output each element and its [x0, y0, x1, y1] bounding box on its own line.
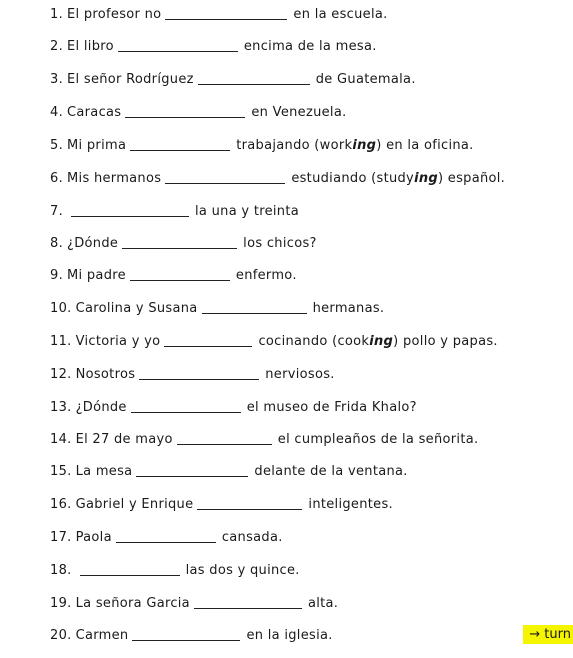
- item-prompt-before: El 27 de mayo: [75, 432, 173, 447]
- exercise-item: [50, 428, 478, 448]
- item-prompt-after: los chicos?: [243, 236, 317, 251]
- arrow-right-icon: →: [529, 627, 541, 642]
- item-prompt-before: Caracas: [67, 105, 122, 120]
- item-number: 18.: [50, 563, 72, 578]
- exercise-item: [50, 167, 505, 187]
- exercise-item: [50, 460, 408, 480]
- exercise-item: [50, 526, 283, 546]
- item-prompt-before: La señora Garcia: [75, 596, 190, 611]
- item-prompt-after: de Guatemala.: [315, 72, 416, 87]
- answer-blank[interactable]: [197, 508, 302, 510]
- item-prompt-before: Victoria y yo: [75, 334, 161, 349]
- exercise-item: [50, 559, 300, 579]
- answer-blank[interactable]: [80, 574, 180, 576]
- exercise-item: [50, 232, 317, 252]
- item-prompt-after: cansada.: [221, 530, 283, 545]
- answer-blank[interactable]: [125, 116, 245, 118]
- item-prompt-after: la una y treinta: [195, 204, 299, 219]
- answer-blank[interactable]: [130, 149, 230, 151]
- item-prompt-after: el museo de Frida Khalo?: [246, 400, 417, 415]
- answer-blank[interactable]: [130, 279, 230, 281]
- item-prompt-before: Mi prima: [67, 138, 127, 153]
- answer-blank[interactable]: [165, 182, 285, 184]
- item-prompt-after: las dos y quince.: [185, 563, 300, 578]
- item-number: 13.: [50, 400, 72, 415]
- exercise-item: [50, 3, 388, 23]
- item-number: 10.: [50, 301, 72, 316]
- answer-blank[interactable]: [202, 312, 307, 314]
- item-prompt-before: Carolina y Susana: [75, 301, 198, 316]
- item-prompt-after: encima de la mesa.: [243, 39, 377, 54]
- exercise-item: [50, 624, 333, 644]
- exercise-item: [50, 68, 416, 88]
- item-number: 16.: [50, 497, 72, 512]
- item-prompt-after: el cumpleaños de la señorita.: [277, 432, 479, 447]
- item-prompt-after: enfermo.: [235, 268, 297, 283]
- answer-blank[interactable]: [164, 345, 252, 347]
- exercise-item: [50, 101, 347, 121]
- item-number: 19.: [50, 596, 72, 611]
- answer-blank[interactable]: [118, 50, 238, 52]
- item-number: 2.: [50, 39, 64, 54]
- exercise-item: [50, 134, 474, 154]
- item-prompt-before: La mesa: [75, 464, 133, 479]
- exercise-item: [50, 200, 299, 220]
- item-prompt-before: Mis hermanos: [67, 171, 162, 186]
- item-number: 8.: [50, 236, 64, 251]
- answer-blank[interactable]: [165, 18, 287, 20]
- answer-blank[interactable]: [198, 83, 310, 85]
- item-number: 15.: [50, 464, 72, 479]
- answer-blank[interactable]: [116, 541, 216, 543]
- item-prompt-before: Nosotros: [75, 367, 136, 382]
- item-number: 11.: [50, 334, 72, 349]
- answer-blank[interactable]: [194, 607, 302, 609]
- item-prompt-after: hermanas.: [312, 301, 385, 316]
- item-prompt-before: Gabriel y Enrique: [75, 497, 194, 512]
- item-prompt-before: El libro: [67, 39, 114, 54]
- item-prompt-after: delante de la ventana.: [254, 464, 408, 479]
- exercise-item: [50, 396, 417, 416]
- item-prompt-after: en la escuela.: [293, 7, 388, 22]
- item-number: 20.: [50, 628, 72, 643]
- item-number: 7.: [50, 204, 64, 219]
- answer-blank[interactable]: [71, 215, 189, 217]
- item-number: 5.: [50, 138, 64, 153]
- answer-blank[interactable]: [139, 378, 259, 380]
- item-prompt-before: Carmen: [75, 628, 129, 643]
- item-prompt-after: alta.: [307, 596, 339, 611]
- turn-label: turn: [544, 627, 571, 642]
- answer-blank[interactable]: [131, 411, 241, 413]
- item-prompt-after: inteligentes.: [308, 497, 393, 512]
- item-prompt-before: El señor Rodríguez: [67, 72, 194, 87]
- item-prompt-after: en Venezuela.: [251, 105, 347, 120]
- exercise-item: [50, 35, 377, 55]
- item-number: 17.: [50, 530, 72, 545]
- turn-page-note: [523, 625, 573, 644]
- item-number: 14.: [50, 432, 72, 447]
- item-prompt-after: cocinando (cooking) pollo y papas.: [258, 334, 498, 349]
- exercise-item: [50, 363, 335, 383]
- item-prompt-before: ¿Dónde: [75, 400, 127, 415]
- exercise-item: [50, 592, 338, 612]
- answer-blank[interactable]: [136, 475, 248, 477]
- item-number: 4.: [50, 105, 64, 120]
- item-number: 9.: [50, 268, 64, 283]
- item-prompt-after: nerviosos.: [265, 367, 335, 382]
- answer-blank[interactable]: [132, 639, 240, 641]
- exercise-item: [50, 264, 297, 284]
- item-number: 6.: [50, 171, 64, 186]
- item-prompt-after: en la iglesia.: [246, 628, 333, 643]
- answer-blank[interactable]: [122, 247, 237, 249]
- exercise-item: [50, 297, 384, 317]
- item-prompt-before: Paola: [75, 530, 112, 545]
- item-prompt-before: El profesor no: [67, 7, 162, 22]
- exercise-item: [50, 493, 393, 513]
- item-number: 12.: [50, 367, 72, 382]
- answer-blank[interactable]: [177, 443, 272, 445]
- item-prompt-before: ¿Dónde: [67, 236, 119, 251]
- exercise-item: [50, 330, 498, 350]
- item-number: 1.: [50, 7, 64, 22]
- item-prompt-after: estudiando (studying) español.: [291, 171, 506, 186]
- item-number: 3.: [50, 72, 64, 87]
- item-prompt-after: trabajando (working) en la oficina.: [236, 138, 474, 153]
- item-prompt-before: Mi padre: [67, 268, 126, 283]
